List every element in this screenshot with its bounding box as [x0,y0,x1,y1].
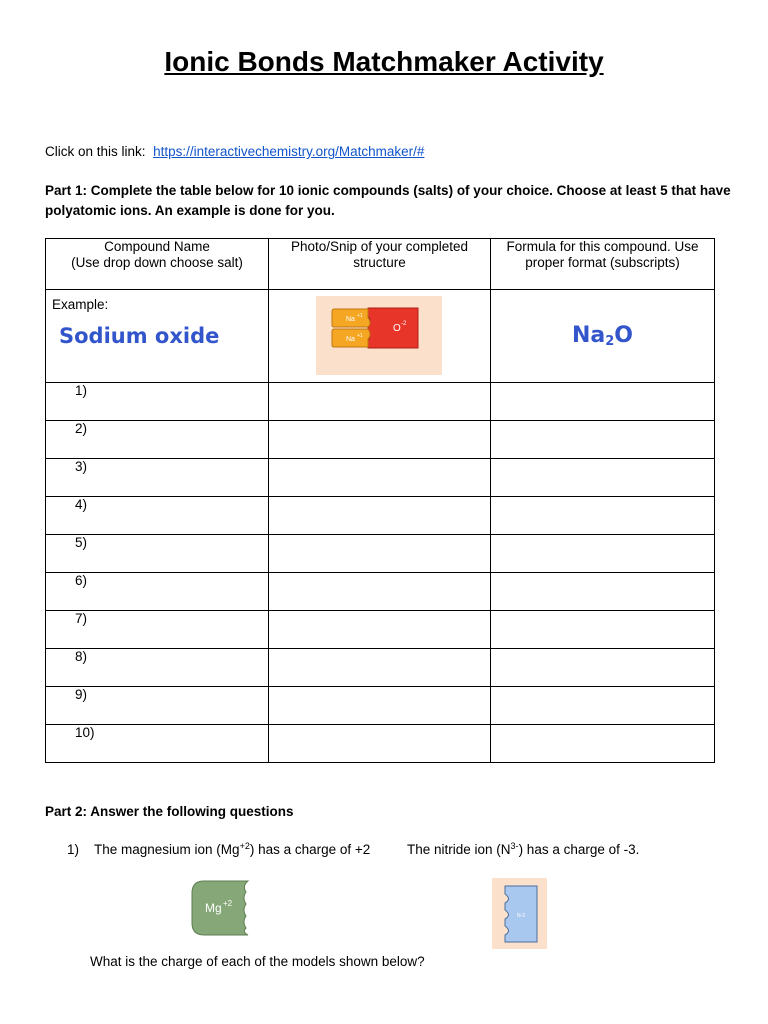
photo-cell[interactable] [269,383,491,421]
part1-instructions: Part 1: Complete the table below for 10 ionic compounds (salts) of your choice. Choose at least 5 that have polyatomic ions. An example is done for you. [45,183,731,218]
sodium-ion-label-1: Na [346,316,355,323]
part2-heading: Part 2: Answer the following questions [45,804,294,819]
page-title: Ionic Bonds Matchmaker Activity [164,46,604,77]
photo-cell[interactable] [269,459,491,497]
header-compound-name [46,239,269,290]
photo-cell[interactable] [269,725,491,763]
formula-cell[interactable] [491,383,715,421]
formula-cell[interactable] [491,687,715,725]
formula-cell[interactable] [491,497,715,535]
photo-cell[interactable] [269,497,491,535]
photo-cell[interactable] [269,573,491,611]
mg-statement: The magnesium ion $(Mg^{+2})$ has a charge of +2 [94,841,371,857]
example-photo-cell [269,290,491,383]
formula-cell[interactable] [491,535,715,573]
sodium-ion-label-2: Na [346,336,355,343]
mg-model-charge: +2 [223,899,233,908]
formula-cell[interactable] [491,611,715,649]
row-number: 1) [46,383,269,421]
table-row [46,725,715,763]
header-photo-snip-text: Photo/Snip of your completed structure [290,239,469,270]
example-label: Example: [52,297,109,312]
example-structure-image [316,296,442,375]
question-1 [67,841,727,857]
table-row [46,459,715,497]
example-formula-cell [491,290,715,383]
header-formula-text: Formula for this compound. Use proper format (subscripts) [506,239,699,270]
row-number: 2) [46,421,269,459]
table-row [46,687,715,725]
link-prefix: Click on this link: [45,144,146,159]
row-number: 9) [46,687,269,725]
row-number: 4) [46,497,269,535]
photo-cell[interactable] [269,535,491,573]
n-model-label: N-3 [517,913,526,919]
header-compound-name-text: Compound Name (Use drop down choose salt) [71,239,243,270]
table-row [46,383,715,421]
row-number: 7) [46,611,269,649]
example-compound-name: Sodium oxide [59,324,220,348]
svg-text:+1: +1 [357,333,363,339]
table-row [46,649,715,687]
formula-cell[interactable] [491,459,715,497]
row-number: 5) [46,535,269,573]
photo-cell[interactable] [269,421,491,459]
formula-cell[interactable] [491,421,715,459]
row-number: 3) [46,459,269,497]
example-row [46,290,715,383]
row-number: 8) [46,649,269,687]
table-row [46,573,715,611]
header-formula [491,239,715,290]
compound-table [45,238,715,763]
nitride-ion-model [503,885,539,943]
photo-cell[interactable] [269,687,491,725]
svg-text:+1: +1 [357,313,363,319]
table-header-row [46,239,715,290]
link-instruction [45,144,424,159]
formula-cell[interactable] [491,573,715,611]
photo-cell[interactable] [269,649,491,687]
charge-question: What is the charge of each of the models shown below? [90,954,425,969]
formula-cell[interactable] [491,649,715,687]
formula-cell[interactable] [491,725,715,763]
svg-text:-2: -2 [401,321,407,327]
row-number: 10) [46,725,269,763]
photo-cell[interactable] [269,611,491,649]
magnesium-ion-model [190,880,250,936]
table-row [46,535,715,573]
example-name-cell [46,290,269,383]
matchmaker-link[interactable]: https://interactivechemistry.org/Matchmaker/# [153,144,425,159]
header-photo-snip [269,239,491,290]
example-formula: $Na_2O$ [571,323,633,349]
table-row [46,611,715,649]
nitride-statement: The nitride ion $(N^{3-})$ has a charge of -3. [407,841,640,857]
sodium-oxide-model [316,296,442,375]
question-number: 1) [67,842,80,857]
row-number: 6) [46,573,269,611]
mg-model-label: Mg [205,901,222,915]
table-row [46,421,715,459]
table-row [46,497,715,535]
oxide-ion-label: O [393,323,401,334]
